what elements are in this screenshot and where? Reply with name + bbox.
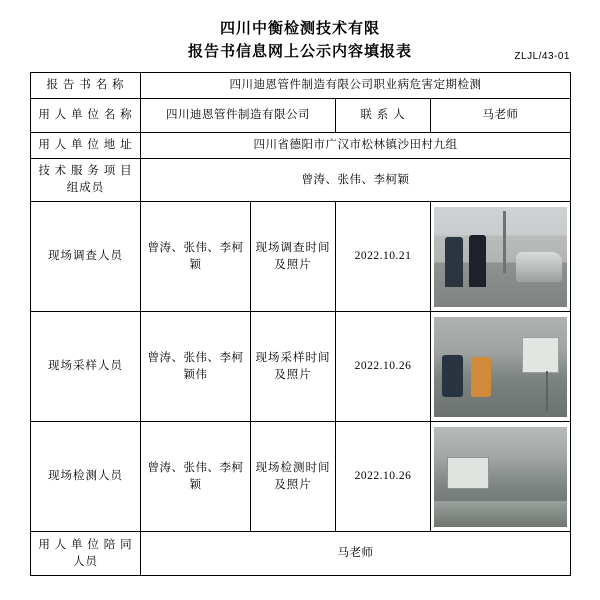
site-sampling-photo [434, 317, 567, 417]
page-title: 报告书信息网上公示内容填报表 [187, 44, 412, 60]
employer-name-label: 用 人 单 位 名 称 [31, 99, 141, 133]
team-members-label: 技 术 服 务 项 目组成员 [31, 159, 141, 202]
detection-staff-label: 现场检测人员 [31, 422, 141, 532]
detection-staff-value: 曾涛、张伟、李柯颖 [141, 422, 251, 532]
employer-address-value: 四川省德阳市广汉市松林镇沙田村九组 [141, 133, 571, 159]
team-members-value: 曾涛、张伟、李柯颖 [141, 159, 571, 202]
site-survey-photo [434, 207, 567, 307]
table-row [31, 422, 571, 532]
survey-staff-value: 曾涛、张伟、李柯颖 [141, 202, 251, 312]
document-code: ZLJL/43-01 [514, 51, 570, 62]
employer-name-value: 四川迪恩管件制造有限公司 [141, 99, 336, 133]
survey-date-value: 2022.10.21 [336, 202, 431, 312]
sampling-date-value: 2022.10.26 [336, 312, 431, 422]
survey-photo-cell [431, 202, 571, 312]
table-row [31, 159, 571, 202]
photo-rail-shape [434, 503, 567, 509]
document-header [30, 18, 570, 64]
photo-pole-shape [503, 211, 506, 273]
report-name-label: 报 告 书 名 称 [31, 73, 141, 99]
table-row [31, 202, 571, 312]
photo-instrument-shape [522, 337, 559, 373]
company-title: 四川中衡检测技术有限 [219, 21, 380, 37]
sampling-time-photo-label: 现场采样时间及照片 [251, 312, 336, 422]
photo-car-shape [516, 252, 561, 282]
photo-tripod-shape [546, 371, 548, 411]
contact-value: 马老师 [431, 99, 571, 133]
table-row [31, 312, 571, 422]
accompany-staff-value: 马老师 [141, 532, 571, 576]
table-row [31, 532, 571, 576]
sampling-staff-value: 曾涛、张伟、李柯颖伟 [141, 312, 251, 422]
employer-address-label: 用 人 单 位 地 址 [31, 133, 141, 159]
detection-photo-cell [431, 422, 571, 532]
contact-label: 联 系 人 [336, 99, 431, 133]
sampling-photo-cell [431, 312, 571, 422]
table-row [31, 133, 571, 159]
accompany-staff-label: 用 人 单 位 陪 同人员 [31, 532, 141, 576]
public-disclosure-form [30, 72, 571, 576]
report-name-value: 四川迪恩管件制造有限公司职业病危害定期检测 [141, 73, 571, 99]
detection-time-photo-label: 现场检测时间及照片 [251, 422, 336, 532]
sampling-staff-label: 现场采样人员 [31, 312, 141, 422]
table-row [31, 99, 571, 133]
table-row [31, 73, 571, 99]
survey-staff-label: 现场调查人员 [31, 202, 141, 312]
site-detection-photo [434, 427, 567, 527]
survey-time-photo-label: 现场调查时间及照片 [251, 202, 336, 312]
detection-date-value: 2022.10.26 [336, 422, 431, 532]
